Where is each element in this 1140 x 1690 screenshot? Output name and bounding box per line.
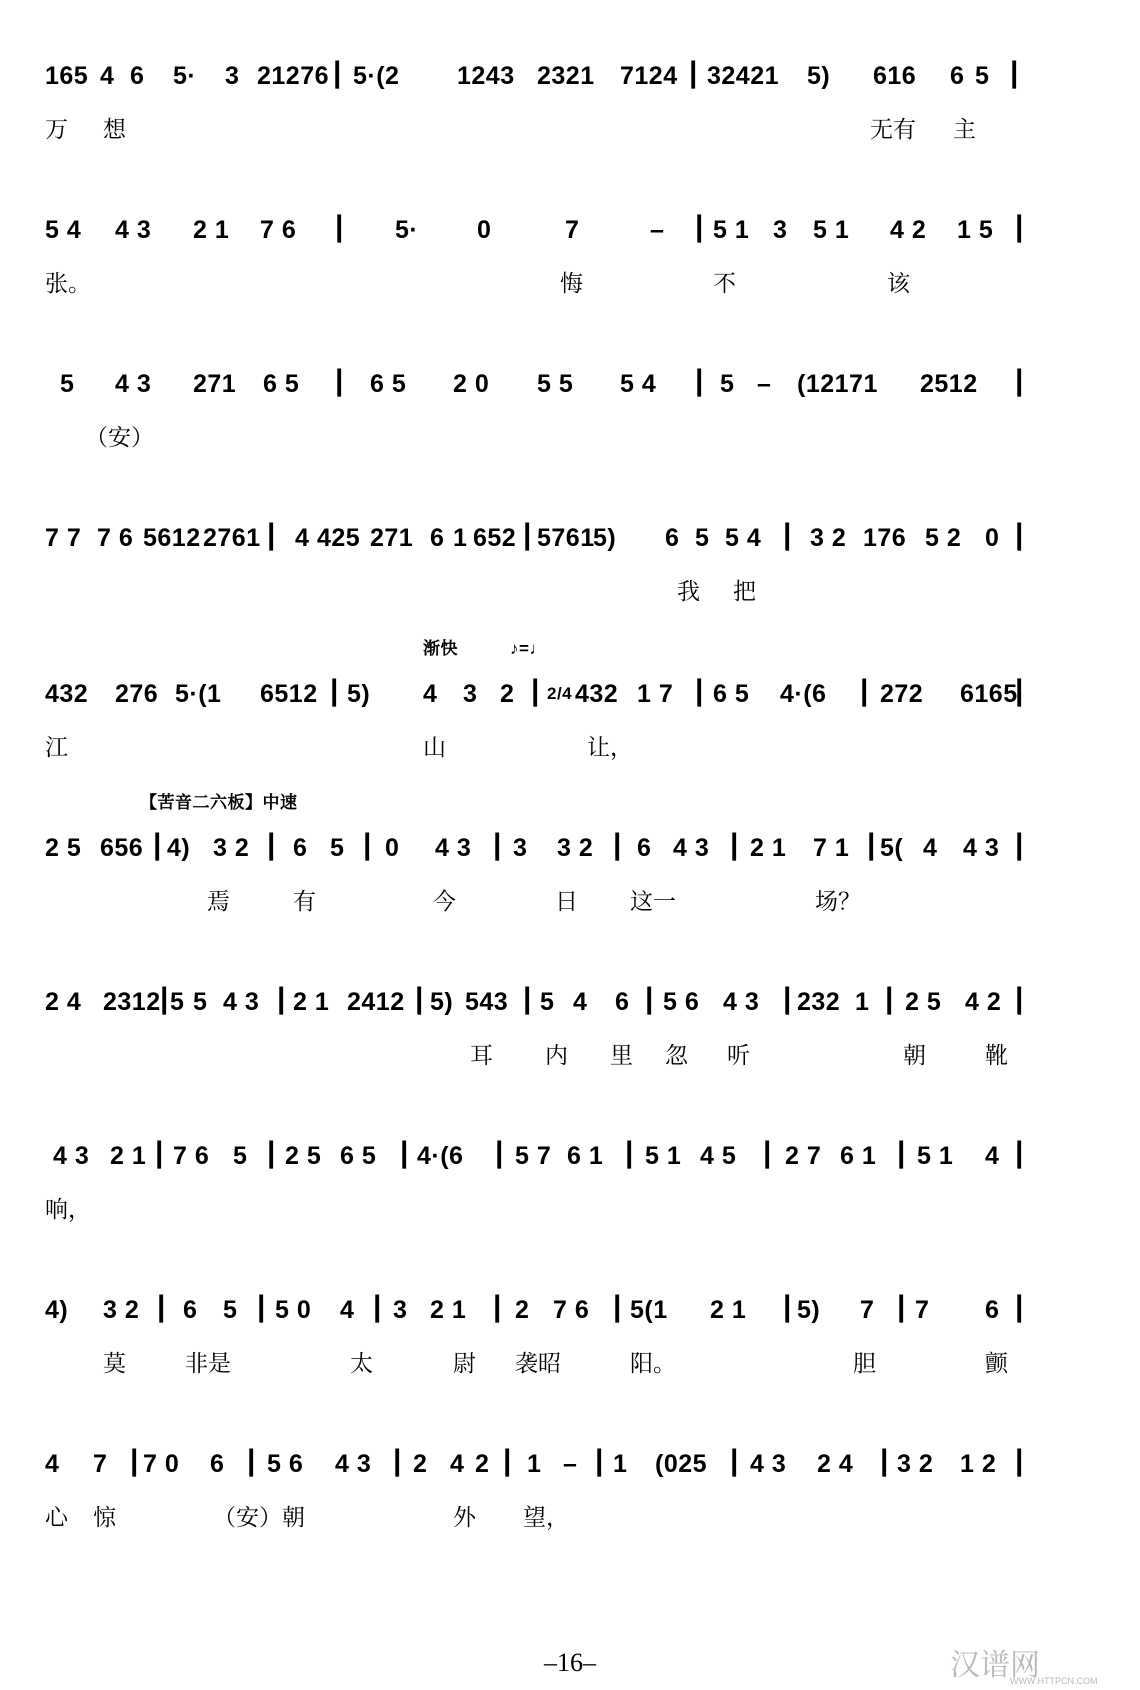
note-group: 432 — [45, 680, 89, 708]
barline: | — [867, 828, 876, 861]
note-group: 5 4 — [725, 524, 762, 552]
lyric-word: 悔 — [560, 271, 583, 297]
note-group: 2 4 — [45, 988, 82, 1016]
note-group: 165 — [45, 62, 89, 90]
barline: | — [613, 828, 622, 861]
note-group: (025 — [655, 1450, 708, 1478]
watermark-url: WWW.HTTPCN.COM — [1010, 1676, 1098, 1686]
barline: | — [783, 982, 792, 1015]
note-group: 2 — [515, 1296, 530, 1324]
note-group: 4 — [423, 680, 438, 708]
note-group: 6 — [210, 1450, 225, 1478]
score-system-1 — [45, 38, 1120, 188]
notation-line — [45, 1136, 1120, 1176]
barline: | — [1015, 518, 1024, 551]
barline: | — [1015, 982, 1024, 1015]
lyric-line — [45, 418, 1120, 458]
note-group: 4 — [295, 524, 310, 552]
lyric-line — [45, 882, 1120, 922]
notation-line — [45, 56, 1120, 96]
note-group: 3 2 — [213, 834, 250, 862]
note-group: 1 5 — [957, 216, 994, 244]
barline: | — [763, 1136, 772, 1169]
barline: | — [153, 828, 162, 861]
lyric-word: 场？ — [815, 889, 861, 915]
note-group: 616 — [873, 62, 917, 90]
note-group: 3 — [393, 1296, 408, 1324]
note-group: 5) — [430, 988, 454, 1016]
lyric-word: 阳。 — [630, 1351, 676, 1377]
lyric-word: 非是 — [185, 1351, 231, 1377]
lyric-word: 心 — [45, 1505, 68, 1531]
note-group: 4 3 — [53, 1142, 90, 1170]
barline: | — [335, 210, 344, 243]
note-group: 6 — [130, 62, 145, 90]
note-group: 7 7 — [45, 524, 82, 552]
note-group: 5) — [797, 1296, 821, 1324]
lyric-word: 主 — [953, 117, 976, 143]
notation-line — [45, 210, 1120, 250]
barline: | — [625, 1136, 634, 1169]
tempo-equation: ♪=♩ — [510, 639, 547, 658]
score-system-3 — [45, 346, 1120, 496]
note-group: 3 2 — [557, 834, 594, 862]
note-group: 1 2 — [960, 1450, 997, 1478]
note-group: 2 1 — [293, 988, 330, 1016]
barline: | — [1015, 210, 1024, 243]
lyric-line — [45, 264, 1120, 304]
note-group: 271 — [370, 524, 414, 552]
barline: | — [373, 1290, 382, 1323]
barline: | — [783, 518, 792, 551]
note-group: 5 1 — [645, 1142, 682, 1170]
note-group: 4 2 — [890, 216, 927, 244]
notation-line — [45, 1290, 1120, 1330]
note-group: 4 3 — [223, 988, 260, 1016]
barline: | — [155, 1136, 164, 1169]
notation-line — [45, 982, 1120, 1022]
note-group: 4 2 — [965, 988, 1002, 1016]
lyric-word: 耳 — [470, 1043, 493, 1069]
note-group: 1 — [855, 988, 870, 1016]
note-group: 4 3 — [750, 1450, 787, 1478]
barline: | — [885, 982, 894, 1015]
note-group: 6 — [183, 1296, 198, 1324]
score-system-5 — [45, 639, 1120, 806]
lyric-word: 山 — [423, 735, 446, 761]
barline: | — [1010, 56, 1019, 89]
note-group: 543 — [465, 988, 509, 1016]
note-group: 6 — [950, 62, 965, 90]
note-group: 3 2 — [810, 524, 847, 552]
note-group: 2 1 — [430, 1296, 467, 1324]
note-group: 4 — [450, 1450, 465, 1478]
note-group: 5) — [347, 680, 371, 708]
barline: | — [695, 674, 704, 707]
barline: | — [393, 1444, 402, 1477]
note-group: 4 3 — [435, 834, 472, 862]
score-system-4 — [45, 500, 1120, 650]
note-group: 7 0 — [143, 1450, 180, 1478]
lyric-word: 靴 — [985, 1043, 1008, 1069]
note-group: 3 — [225, 62, 240, 90]
barline: | — [880, 1444, 889, 1477]
note-group: 5 4 — [45, 216, 82, 244]
lyric-word: 无有 — [870, 117, 916, 143]
note-group: 0 — [385, 834, 400, 862]
note-group: 1 — [527, 1450, 542, 1478]
note-group: 5 1 — [813, 216, 850, 244]
note-group: 5· — [395, 216, 419, 244]
barline: | — [730, 1444, 739, 1477]
lyric-word: 这一 — [630, 889, 676, 915]
note-group: 7 — [915, 1296, 930, 1324]
barline: | — [335, 364, 344, 397]
note-group: 2 1 — [110, 1142, 147, 1170]
barline: | — [257, 1290, 266, 1323]
lyric-word: 听 — [727, 1043, 750, 1069]
dash: – — [563, 1450, 578, 1478]
note-group: 5) — [593, 524, 617, 552]
barline: | — [613, 1290, 622, 1323]
note-group: 4 — [923, 834, 938, 862]
note-group: 4 — [100, 62, 115, 90]
note-group: 6 — [615, 988, 630, 1016]
barline: | — [157, 1290, 166, 1323]
note-group: 6 — [985, 1296, 1000, 1324]
note-group: 4 3 — [963, 834, 1000, 862]
note-group: 6 5 — [713, 680, 750, 708]
barline: | — [247, 1444, 256, 1477]
barline: | — [897, 1136, 906, 1169]
lyric-word: 让， — [587, 735, 633, 761]
note-group: 2512 — [920, 370, 978, 398]
lyric-word: 里 — [610, 1043, 633, 1069]
note-group: 4 3 — [723, 988, 760, 1016]
lyric-word: 胆 — [853, 1351, 876, 1377]
lyric-word: 尉 — [453, 1351, 476, 1377]
note-group: 4 — [985, 1142, 1000, 1170]
note-group: 6 1 — [567, 1142, 604, 1170]
barline: | — [330, 674, 339, 707]
lyric-line — [45, 1344, 1120, 1384]
score-system-7 — [45, 964, 1120, 1114]
note-group: 4·(6 — [417, 1142, 464, 1170]
lyric-word: 袭昭 — [515, 1351, 561, 1377]
lyric-word: 日 — [555, 889, 578, 915]
note-group: 7 — [93, 1450, 108, 1478]
lyric-word: 我 — [677, 579, 700, 605]
note-group: 2 — [413, 1450, 428, 1478]
note-group: 6512 — [260, 680, 318, 708]
note-group: 4) — [167, 834, 191, 862]
lyric-word: 太 — [350, 1351, 373, 1377]
lyric-word: 惊 — [93, 1505, 116, 1531]
note-group: 7 1 — [813, 834, 850, 862]
note-group: 1243 — [457, 62, 515, 90]
lyric-word: 想 — [103, 117, 126, 143]
note-group: 652 — [473, 524, 517, 552]
notation-line — [45, 639, 1120, 714]
note-group: 2412 — [347, 988, 405, 1016]
note-group: 5 7 — [515, 1142, 552, 1170]
barline: | — [523, 518, 532, 551]
note-group: 4 3 — [115, 216, 152, 244]
note-group: 6 — [293, 834, 308, 862]
note-group: 5 6 — [267, 1450, 304, 1478]
note-group: 6 — [665, 524, 680, 552]
lyric-word: 江 — [45, 735, 68, 761]
note-group: 5·(2 — [353, 62, 400, 90]
page-number: –16– — [544, 1648, 596, 1677]
lyric-line — [45, 1036, 1120, 1076]
note-group: 5(1 — [630, 1296, 668, 1324]
note-group: 4 5 — [700, 1142, 737, 1170]
lyric-word: （安） — [85, 425, 154, 451]
barline: | — [1015, 674, 1024, 707]
lyric-word: 万 — [45, 117, 68, 143]
notation-line — [45, 364, 1120, 404]
section-label: 【苦音二六板】中速 — [140, 793, 298, 812]
note-group: 2 5 — [285, 1142, 322, 1170]
note-group: 2 1 — [193, 216, 230, 244]
lyric-line — [45, 572, 1120, 612]
note-group: 6 5 — [370, 370, 407, 398]
barline: | — [730, 828, 739, 861]
barline: | — [1015, 1444, 1024, 1477]
note-group: 4·(6 — [780, 680, 827, 708]
note-group: 4 3 — [115, 370, 152, 398]
note-group: 2 1 — [750, 834, 787, 862]
lyric-word: 朝 — [903, 1043, 926, 1069]
note-group: 3 2 — [897, 1450, 934, 1478]
barline: | — [531, 674, 540, 707]
note-group: 7 6 — [97, 524, 134, 552]
note-group: 7 — [860, 1296, 875, 1324]
notation-line — [45, 793, 1120, 868]
note-group: 5 — [330, 834, 345, 862]
dash: – — [757, 370, 772, 398]
score-system-10 — [45, 1426, 1120, 1576]
barline: | — [267, 518, 276, 551]
note-group: 2761 — [203, 524, 261, 552]
note-group: 2 — [475, 1450, 490, 1478]
barline: | — [160, 982, 169, 1015]
note-group: 6165 — [960, 680, 1018, 708]
note-group: 1 — [453, 524, 468, 552]
barline: | — [277, 982, 286, 1015]
lyric-word: 把 — [733, 579, 756, 605]
lyric-word: 张。 — [45, 271, 91, 297]
note-group: 176 — [863, 524, 907, 552]
barline: | — [897, 1290, 906, 1323]
barline: | — [645, 982, 654, 1015]
note-group: 5 6 — [663, 988, 700, 1016]
note-group: 3 — [463, 680, 478, 708]
barline: | — [493, 1290, 502, 1323]
note-group: 432 — [575, 680, 619, 708]
note-group: 5 — [223, 1296, 238, 1324]
note-group: 5612 — [143, 524, 201, 552]
barline: | — [493, 828, 502, 861]
barline: | — [1015, 1290, 1024, 1323]
note-group: 2 5 — [45, 834, 82, 862]
lyric-line — [45, 110, 1120, 150]
note-group: 5 — [695, 524, 710, 552]
note-group: 4) — [45, 1296, 69, 1324]
note-group: 6 5 — [340, 1142, 377, 1170]
note-group: 6 5 — [263, 370, 300, 398]
note-group: 5 2 — [925, 524, 962, 552]
note-group: 2 5 — [905, 988, 942, 1016]
barline: | — [689, 56, 698, 89]
score-system-2 — [45, 192, 1120, 342]
note-group: 6 1 — [840, 1142, 877, 1170]
note-group: 2 4 — [817, 1450, 854, 1478]
barline: | — [860, 674, 869, 707]
barline: | — [130, 1444, 139, 1477]
note-group: 5 — [720, 370, 735, 398]
note-group: 32421 — [707, 62, 780, 90]
note-group: 5761 — [537, 524, 595, 552]
note-group: 5( — [880, 834, 904, 862]
note-group: 5 4 — [620, 370, 657, 398]
note-group: 2 7 — [785, 1142, 822, 1170]
note-group: 656 — [100, 834, 144, 862]
note-group: 7 6 — [173, 1142, 210, 1170]
barline: | — [363, 828, 372, 861]
note-group: 1 — [613, 1450, 628, 1478]
note-group: 0 — [985, 524, 1000, 552]
barline: | — [267, 1136, 276, 1169]
note-group: 4 — [573, 988, 588, 1016]
barline: | — [1015, 364, 1024, 397]
note-group: 5 1 — [917, 1142, 954, 1170]
note-group: 3 — [773, 216, 788, 244]
note-group: 5· — [173, 62, 197, 90]
note-group: 232 — [797, 988, 841, 1016]
note-group: 5 — [60, 370, 75, 398]
lyric-word: 该 — [887, 271, 910, 297]
note-group: 5 — [193, 988, 208, 1016]
barline: | — [595, 1444, 604, 1477]
note-group: 271 — [193, 370, 237, 398]
note-group: 4 — [45, 1450, 60, 1478]
lyric-word: 有 — [293, 889, 316, 915]
barline: | — [695, 364, 704, 397]
lyric-word: 莫 — [103, 1351, 126, 1377]
barline: | — [1015, 1136, 1024, 1169]
note-group: 7 6 — [260, 216, 297, 244]
note-group: 6 — [430, 524, 445, 552]
note-group: 5 5 — [537, 370, 574, 398]
score-system-6 — [45, 793, 1120, 960]
note-group: 2 1 — [710, 1296, 747, 1324]
note-group: 5 — [540, 988, 555, 1016]
barline: | — [523, 982, 532, 1015]
note-group: 5·(1 — [175, 680, 222, 708]
note-group: 5 0 — [275, 1296, 312, 1324]
lyric-word: 焉 — [207, 889, 230, 915]
lyric-word: 不 — [713, 271, 736, 297]
barline: | — [695, 210, 704, 243]
barline: | — [503, 1444, 512, 1477]
note-group: 5 — [170, 988, 185, 1016]
note-group: 2312 — [103, 988, 161, 1016]
dash: – — [650, 216, 665, 244]
barline: | — [1015, 828, 1024, 861]
lyric-word: 响， — [45, 1197, 91, 1223]
note-group: 4 3 — [673, 834, 710, 862]
note-group: 425 — [317, 524, 361, 552]
note-group: 3 — [513, 834, 528, 862]
lyric-line — [45, 728, 1120, 768]
note-group: 5) — [807, 62, 831, 90]
note-group: (12171 — [797, 370, 878, 398]
note-group: 5 — [233, 1142, 248, 1170]
note-group: 2 — [500, 680, 515, 708]
note-group: 5 — [975, 62, 990, 90]
note-group: 276 — [115, 680, 159, 708]
note-group: 6 — [637, 834, 652, 862]
note-group: 3 2 — [103, 1296, 140, 1324]
watermark-logo: 汉谱网 — [950, 1648, 1040, 1683]
lyric-word: 内 — [545, 1043, 568, 1069]
lyric-word: （安）朝 — [213, 1505, 305, 1531]
score-system-9 — [45, 1272, 1120, 1422]
score-system-8 — [45, 1118, 1120, 1268]
lyric-line — [45, 1190, 1120, 1230]
note-group: 4 — [340, 1296, 355, 1324]
note-group: 7 6 — [553, 1296, 590, 1324]
time-signature: 2/4 — [547, 684, 573, 703]
note-group: 0 — [477, 216, 492, 244]
lyric-line — [45, 1498, 1120, 1538]
note-group: 2 0 — [453, 370, 490, 398]
note-group: 272 — [880, 680, 924, 708]
note-group: 4 3 — [335, 1450, 372, 1478]
tempo-mark: 渐快 — [423, 639, 458, 658]
lyric-word: 忽 — [665, 1043, 688, 1069]
notation-line — [45, 518, 1120, 558]
note-group: 7 — [565, 216, 580, 244]
barline: | — [783, 1290, 792, 1323]
barline: | — [495, 1136, 504, 1169]
lyric-word: 望， — [523, 1505, 569, 1531]
note-group: 7124 — [620, 62, 678, 90]
note-group: 2321 — [537, 62, 595, 90]
notation-line — [45, 1444, 1120, 1484]
barline: | — [400, 1136, 409, 1169]
note-group: 5 1 — [713, 216, 750, 244]
barline: | — [333, 56, 342, 89]
lyric-word: 今 — [433, 889, 456, 915]
barline: | — [267, 828, 276, 861]
barline: | — [415, 982, 424, 1015]
note-group: 1 7 — [637, 680, 674, 708]
note-group: 21276 — [257, 62, 330, 90]
lyric-word: 颤 — [985, 1351, 1008, 1377]
lyric-word: 外 — [453, 1505, 476, 1531]
